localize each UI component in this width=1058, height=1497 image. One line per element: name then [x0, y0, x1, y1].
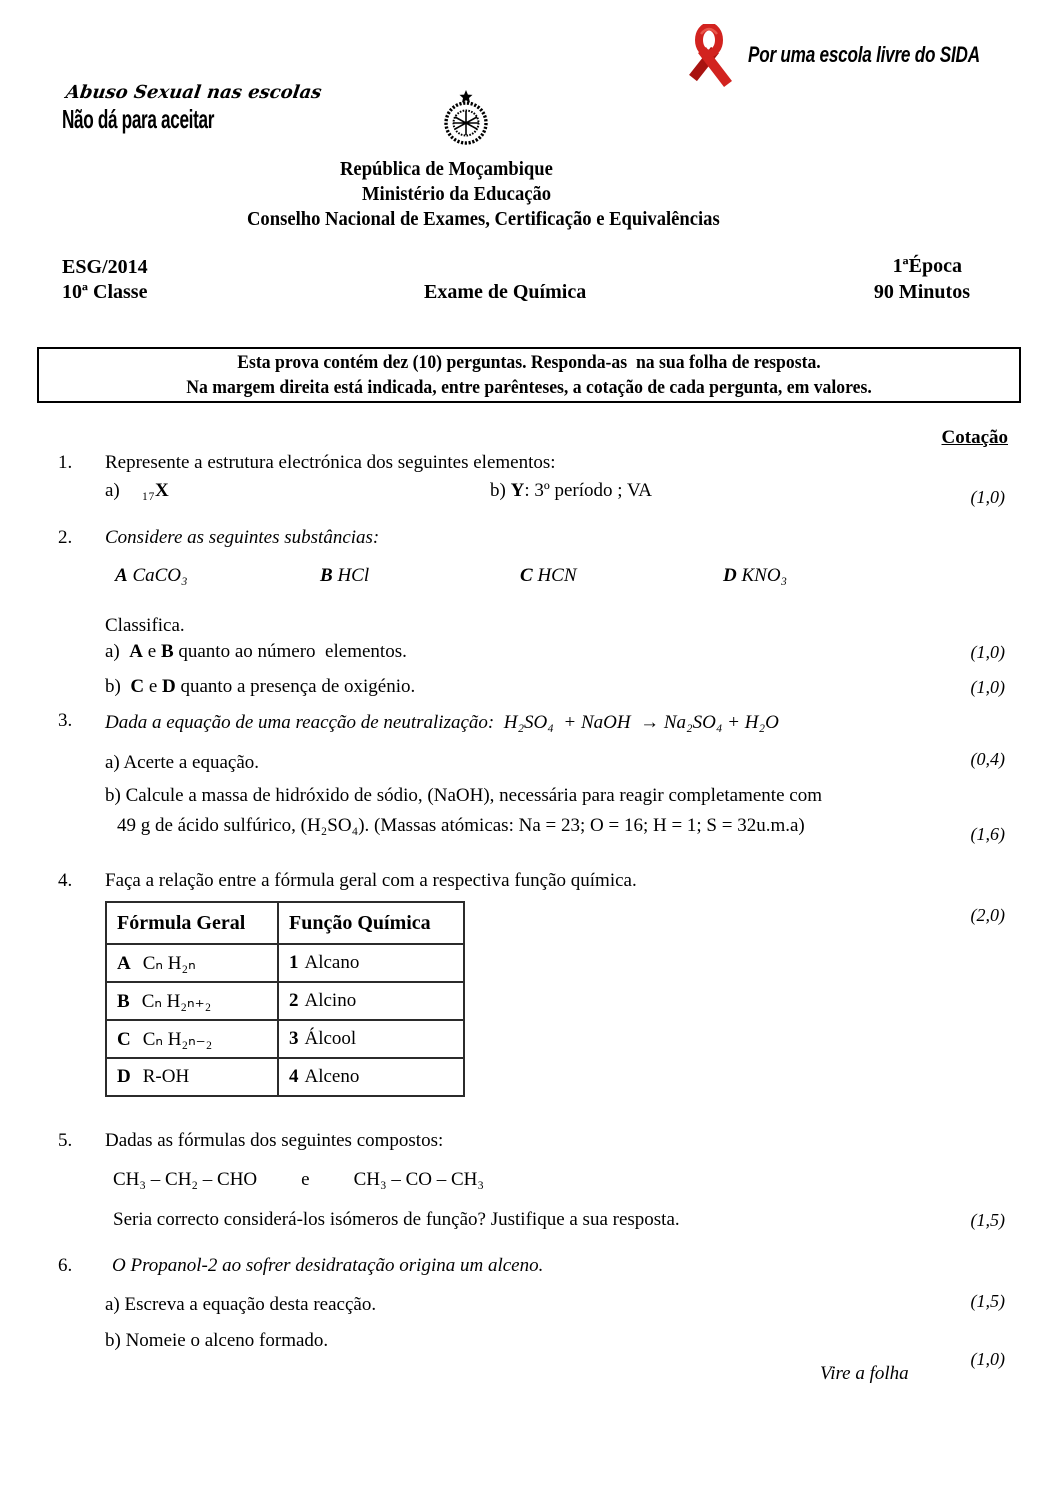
cotacao-q2a: (1,0)	[970, 642, 1005, 662]
republic-title: República de Moçambique	[340, 158, 553, 180]
row-formula: R-OH	[142, 1066, 190, 1087]
q5-number: 5.	[58, 1130, 73, 1151]
q4-text: Faça a relação entre a fórmula geral com a respectiva função química.	[105, 870, 637, 891]
notice-line-1: Esta prova contém dez (10) perguntas. Responda-as na sua folha de resposta.	[237, 352, 821, 373]
q5-formula-2: CH₃ – CO – CH₃	[353, 1169, 485, 1190]
q3-item-a: a) Acerte a equação.	[105, 752, 260, 773]
q1-item-b-label: b)	[490, 480, 511, 501]
row-letter: B	[117, 990, 130, 1012]
q6-item-b: b) Nomeie o alceno formado.	[105, 1330, 329, 1351]
row-name: Alcano	[304, 952, 360, 973]
q5-formulas	[113, 1169, 484, 1191]
q2-item-b-bold1: C	[130, 676, 145, 697]
q1-text: Represente a estrutura electrónica dos seguintes elementos:	[105, 452, 556, 473]
q2-substance-c-letter: C	[520, 565, 533, 586]
row-name: Álcool	[304, 1028, 357, 1049]
q1-element-subscript: ₁₇	[141, 480, 156, 501]
q4-number: 4.	[58, 870, 73, 891]
q1-element-symbol: X	[155, 480, 169, 501]
formula-table-col1-header: Fórmula Geral	[106, 902, 278, 944]
notice-box	[37, 347, 1021, 403]
q2-substance-d	[723, 565, 787, 587]
duration-label: 90 Minutos	[873, 281, 970, 303]
q2-classify: Classifica.	[105, 615, 185, 636]
cotacao-q4: (2,0)	[970, 905, 1005, 925]
q3-equation: H₂SO₄ + NaOH → Na₂SO₄ + H₂O	[503, 712, 779, 733]
row-name: Alceno	[304, 1066, 360, 1087]
table-row	[106, 982, 464, 1020]
cotacao-q3b: (1,6)	[970, 824, 1005, 844]
row-name: Alcino	[304, 990, 357, 1011]
q2-text: Considere as seguintes substâncias:	[105, 527, 380, 548]
q1-item-a	[105, 480, 169, 502]
q3-number: 3.	[58, 710, 73, 731]
ministry-title: Ministério da Educação	[362, 183, 552, 205]
row-num: 4	[289, 1066, 299, 1087]
exam-title: Exame de Química	[424, 281, 587, 303]
q2-item-a-bold1: A	[129, 641, 143, 662]
q6-item-a: a) Escreva a equação desta reacção.	[105, 1294, 377, 1315]
exam-code: ESG/2014	[62, 256, 148, 278]
campaign-script-text: Abuso Sexual nas escolas	[64, 82, 323, 103]
q2-number: 2.	[58, 527, 73, 548]
q2-substance-c	[520, 565, 577, 587]
formula-table-col2-header: Função Química	[278, 902, 464, 944]
red-ribbon-icon	[681, 24, 741, 88]
q2-substance-d-formula: KNO₃	[741, 565, 788, 586]
q2-item-b-mid: e	[144, 676, 162, 697]
q2-item-a	[105, 641, 407, 663]
formula-table-header-row	[106, 902, 464, 944]
q1-item-a-label: a)	[105, 480, 120, 501]
cotacao-header: Cotação	[941, 427, 1008, 448]
q2-item-a-mid: e	[143, 641, 161, 662]
q5-formula-1: CH₃ – CH₂ – CHO	[113, 1169, 258, 1190]
row-letter: C	[117, 1028, 131, 1050]
q5-text: Dadas as fórmulas dos seguintes compostos:	[105, 1130, 444, 1151]
table-row	[106, 1020, 464, 1058]
table-row	[106, 1058, 464, 1096]
cotacao-q6b: (1,0)	[970, 1349, 1005, 1369]
epoch-label: 1ªÉpoca	[892, 255, 962, 277]
notice-line-2: Na margem direita está indicada, entre parênteses, a cotação de cada pergunta, em valores.	[186, 377, 872, 398]
q2-substance-c-formula: HCN	[537, 565, 577, 586]
q2-item-a-rest: quanto ao número elementos.	[173, 641, 407, 662]
row-letter: A	[117, 952, 131, 974]
grade-label: 10ª Classe	[62, 281, 148, 303]
campaign-slogan-text: Não dá para aceitar	[62, 104, 215, 134]
q2-item-b-prefix: b)	[105, 676, 131, 697]
q3-statement	[105, 712, 779, 734]
q3-item-b-line2: 49 g de ácido sulfúrico, (H₂SO₄). (Massas atómicas: Na = 23; O = 16; H = 1; S = 32u.m.a)	[117, 815, 805, 836]
q2-substance-a-letter: A	[115, 565, 128, 586]
q2-substance-b-letter: B	[320, 565, 333, 586]
q6-number: 6.	[58, 1255, 73, 1276]
row-num: 3	[289, 1028, 299, 1049]
q2-item-a-bold2: B	[160, 641, 174, 662]
q3-item-b-line1: b) Calcule a massa de hidróxido de sódio, (NaOH), necessária para reagir completamente com	[105, 785, 822, 806]
q1-item-b	[490, 480, 652, 502]
q1-number: 1.	[58, 452, 73, 473]
q2-substance-a-formula: CaCO₃	[132, 565, 188, 586]
q2-substance-b-formula: HCl	[337, 565, 370, 586]
q2-substance-d-letter: D	[723, 565, 737, 586]
turn-page-note: Vire a folha	[820, 1363, 909, 1384]
q2-item-b-rest: quanto a presença de oxigénio.	[175, 676, 416, 697]
q1-item-b-rest: : 3º período ; VA	[524, 480, 652, 501]
cotacao-q2b: (1,0)	[970, 677, 1005, 697]
cotacao-q5: (1,5)	[970, 1210, 1005, 1230]
q2-substance-b	[320, 565, 369, 587]
row-num: 2	[289, 990, 299, 1011]
row-formula: Cₙ H₂ₙ₋₂	[142, 1028, 213, 1050]
table-row	[106, 944, 464, 982]
q2-item-b-bold2: D	[162, 676, 176, 697]
council-title: Conselho Nacional de Exames, Certificação e Equivalências	[247, 208, 720, 230]
cotacao-q6a: (1,5)	[970, 1291, 1005, 1311]
formula-table	[105, 901, 465, 1097]
cotacao-q1: (1,0)	[970, 487, 1005, 507]
mozambique-emblem-icon	[440, 90, 492, 148]
q6-intro: O Propanol-2 ao sofrer desidratação origina um alceno.	[112, 1255, 544, 1276]
q1-element-symbol-y: Y	[510, 480, 525, 501]
cotacao-q3a: (0,4)	[970, 749, 1005, 769]
row-formula: Cₙ H₂ₙ	[142, 952, 196, 974]
row-formula: Cₙ H₂ₙ₊₂	[141, 990, 212, 1012]
q5-question: Seria correcto considerá-los isómeros de função? Justifique a sua resposta.	[113, 1209, 680, 1230]
q2-item-b	[105, 676, 415, 698]
q2-substance-a	[115, 565, 188, 587]
row-num: 1	[289, 952, 299, 973]
q3-intro: Dada a equação de uma reacção de neutralização:	[105, 712, 504, 733]
row-letter: D	[117, 1066, 131, 1087]
q5-conjunction: e	[301, 1169, 310, 1190]
aids-slogan-text: Por uma escola livre do SIDA	[748, 42, 980, 67]
q2-item-a-prefix: a)	[105, 641, 130, 662]
